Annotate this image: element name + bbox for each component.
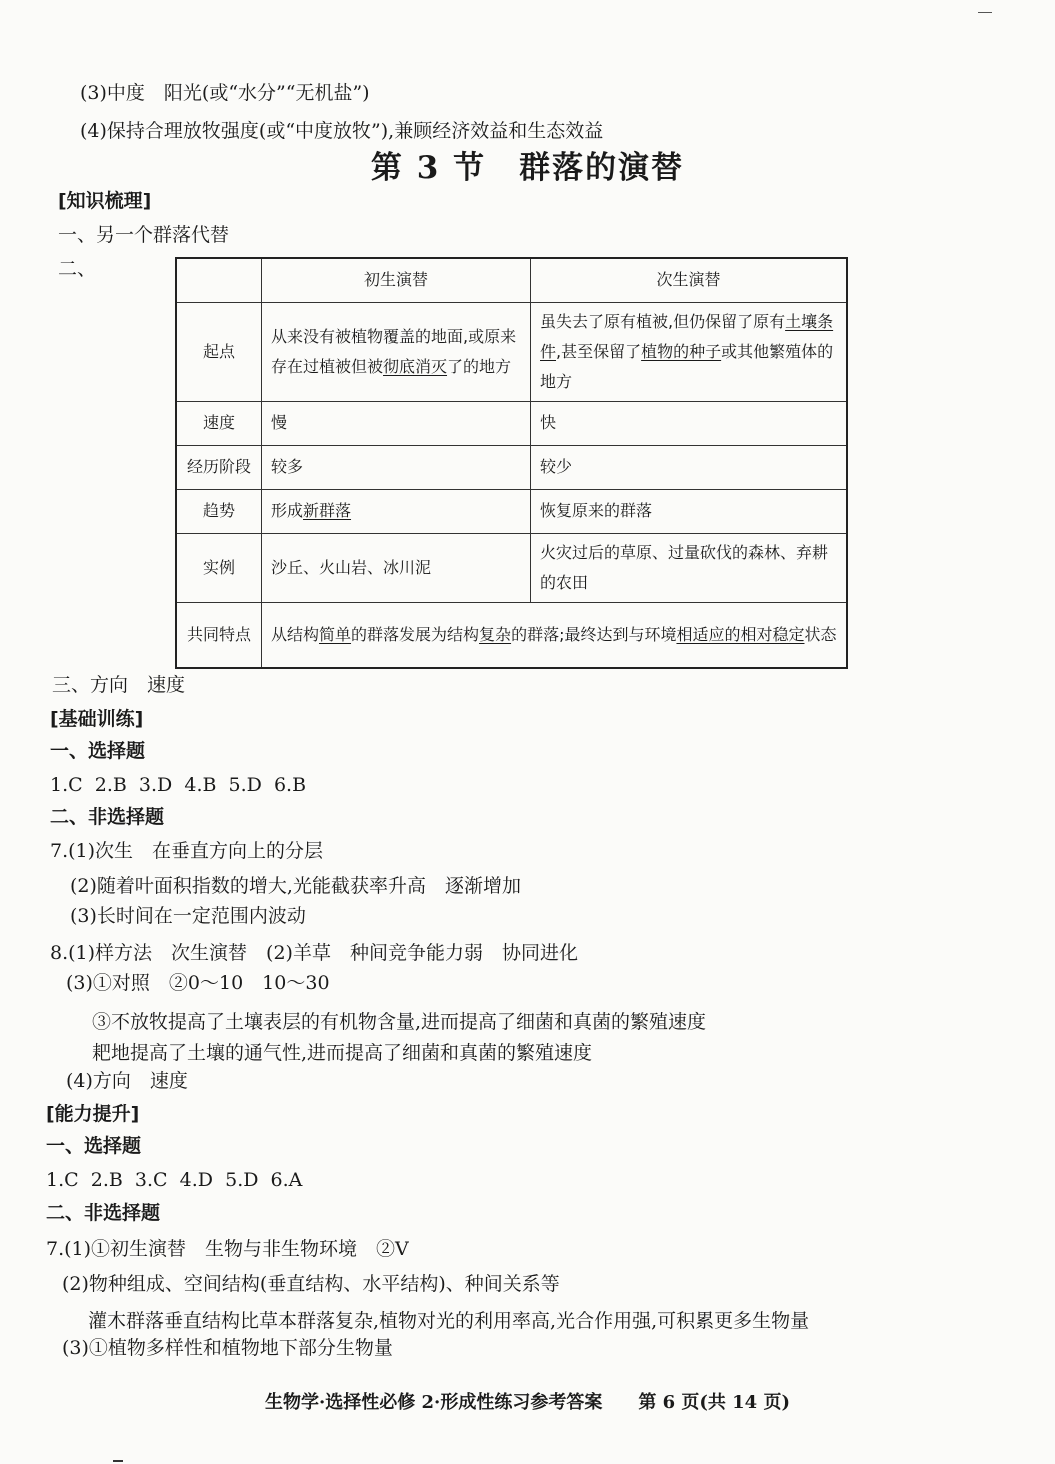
basic-q8-3c: 耙地提高了土壤的通气性,进而提高了细菌和真菌的繁殖速度: [92, 1042, 593, 1064]
cell-trend-secondary: 恢复原来的群落: [531, 489, 848, 533]
text-segment: 的群落;最终达到与环境: [511, 624, 677, 644]
text-segment: ,甚至保留了: [556, 341, 642, 361]
row-label-example: 实例: [176, 533, 262, 602]
row-label-start: 起点: [176, 302, 262, 401]
cell-common-features: [262, 602, 848, 668]
ability-header: [能力提升]: [46, 1103, 140, 1125]
table-row-common: [176, 602, 847, 668]
basic-header: [基础训练]: [50, 708, 144, 730]
ability-q7-3: (3)①植物多样性和植物地下部分生物量: [62, 1337, 393, 1359]
cell-speed-primary: 慢: [262, 401, 531, 445]
underlined-answer: 植物的种子: [641, 341, 722, 361]
underlined-answer: 相适应的相对稳定: [676, 624, 805, 644]
ability-nonmc-header: 二、非选择题: [46, 1202, 161, 1224]
basic-q8-3b: ③不放牧提高了土壤表层的有机物含量,进而提高了细菌和真菌的繁殖速度: [92, 1011, 707, 1033]
ability-q7-1: 7.(1)①初生演替 生物与非生物环境 ②V: [46, 1238, 409, 1260]
row-label-trend: 趋势: [176, 489, 262, 533]
cell-trend-primary: [262, 489, 531, 533]
underlined-answer: 土壤条件: [540, 311, 834, 361]
basic-q8-3a: (3)①对照 ②0～10 10～30: [66, 972, 330, 994]
knowledge-item-3: 三、方向 速度: [52, 674, 186, 696]
section-title: 第 3 节 群落的演替: [370, 150, 685, 186]
ability-q7-2a: (2)物种组成、空间结构(垂直结构、水平结构)、种间关系等: [62, 1273, 560, 1295]
basic-mc-answers: 1.C 2.B 3.D 4.B 5.D 6.B: [50, 774, 307, 796]
knowledge-header: [知识梳理]: [58, 190, 152, 212]
table-row-start: [176, 302, 847, 401]
cell-example-secondary: 火灾过后的草原、过量砍伐的森林、弃耕的农田: [531, 533, 848, 602]
table-header-row: [176, 258, 847, 302]
text-segment: 的群落发展为结构: [351, 624, 480, 644]
table-row-speed: [176, 401, 847, 445]
text-segment: 形成: [271, 501, 304, 520]
table-corner-cell: [176, 258, 262, 302]
underlined-answer: 彻底消灭: [383, 356, 448, 376]
row-label-common: 共同特点: [176, 602, 262, 668]
basic-q7-2: (2)随着叶面积指数的增大,光能截获率升高 逐渐增加: [70, 875, 521, 897]
underlined-answer: 复杂: [479, 624, 512, 644]
cell-stages-secondary: 较少: [531, 445, 848, 489]
text-segment: 了的地方: [447, 356, 512, 376]
bottom-mark: [113, 1460, 123, 1462]
ability-q7-2b: 灌木群落垂直结构比草本群落复杂,植物对光的利用率高,光合作用强,可积累更多生物量: [88, 1310, 810, 1332]
cell-example-primary: 沙丘、火山岩、冰川泥: [262, 533, 531, 602]
cell-speed-secondary: 快: [531, 401, 848, 445]
header-secondary: 次生演替: [531, 258, 848, 302]
basic-q8-1: 8.(1)样方法 次生演替 (2)羊草 种间竞争能力弱 协同进化: [50, 942, 578, 964]
basic-nonmc-header: 二、非选择题: [50, 806, 165, 828]
table-row-example: [176, 533, 847, 602]
table-row-trend: [176, 489, 847, 533]
corner-mark: [978, 12, 992, 13]
underlined-answer: 简单: [319, 624, 352, 644]
basic-q7-3: (3)长时间在一定范围内波动: [70, 905, 306, 927]
row-label-stages: 经历阶段: [176, 445, 262, 489]
text-segment: 或其他繁殖体的地方: [540, 341, 834, 391]
table-row-stages: [176, 445, 847, 489]
text-segment: 从结构: [271, 624, 320, 644]
answer-line-3: (3)中度 阳光(或“水分”“无机盐”): [80, 82, 370, 104]
succession-comparison-table: [175, 257, 848, 669]
underlined-answer: 新群落: [303, 501, 352, 520]
text-segment: 从来没有被植物覆盖的地面,或原来存在过植被但被: [271, 326, 517, 376]
cell-start-primary: [262, 302, 531, 401]
answer-line-4: (4)保持合理放牧强度(或“中度放牧”),兼顾经济效益和生态效益: [80, 120, 604, 142]
page-footer: 生物学·选择性必修 2·形成性练习参考答案 第 6 页(共 14 页): [265, 1392, 790, 1413]
header-primary: 初生演替: [262, 258, 531, 302]
row-label-speed: 速度: [176, 401, 262, 445]
text-segment: 状态: [804, 624, 837, 644]
knowledge-item-1: 一、另一个群落代替: [58, 224, 230, 246]
basic-q7-1: 7.(1)次生 在垂直方向上的分层: [50, 840, 324, 862]
cell-stages-primary: 较多: [262, 445, 531, 489]
basic-q8-4: (4)方向 速度: [66, 1070, 188, 1092]
cell-start-secondary: [531, 302, 848, 401]
ability-mc-answers: 1.C 2.B 3.C 4.D 5.D 6.A: [46, 1169, 303, 1191]
knowledge-item-2: 二、: [58, 258, 97, 280]
ability-mc-header: 一、选择题: [46, 1135, 142, 1157]
text-segment: 虽失去了原有植被,但仍保留了原有: [540, 311, 786, 331]
basic-mc-header: 一、选择题: [50, 740, 146, 762]
